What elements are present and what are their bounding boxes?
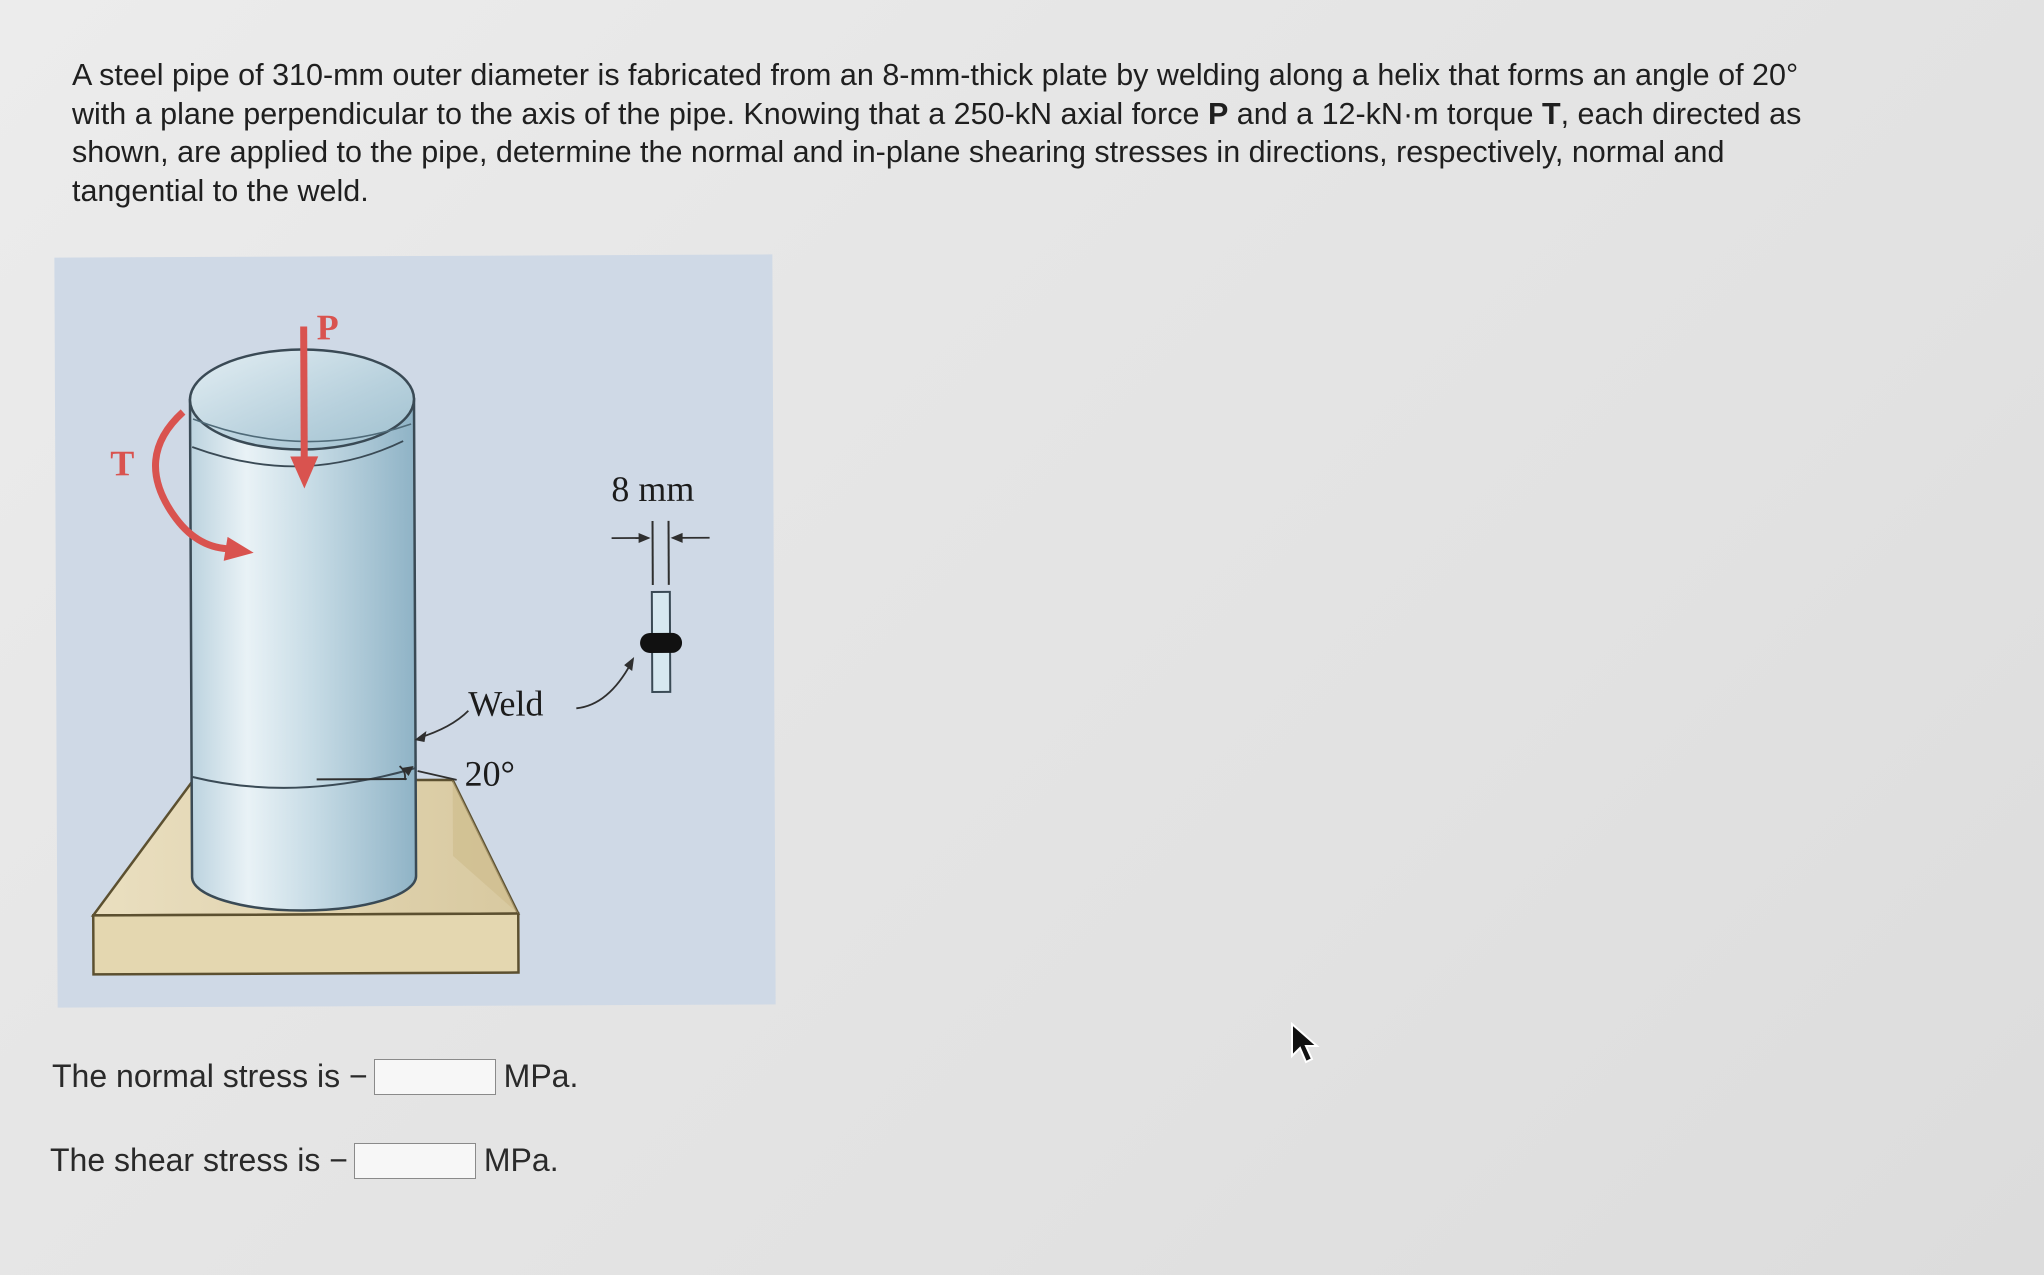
normal-stress-label: The normal stress is − [52,1058,368,1094]
thickness-label: 8 mm [611,468,695,510]
problem-text-3: , each directed as shown, are applied to the pipe, determine the normal and in-plane shearing stresses in directions, respectively, normal and tangential to the weld. [72,96,1802,208]
normal-stress-input[interactable] [374,1059,496,1095]
normal-stress-row [52,1058,578,1095]
torque-label: T [110,443,135,484]
shear-stress-unit: MPa. [483,1142,559,1178]
mouse-pointer-icon [1290,1022,1320,1066]
shear-stress-input[interactable] [354,1143,476,1179]
problem-torque-symbol: T [1541,96,1561,131]
pipe-figure [54,254,775,1007]
problem-text-1: A steel pipe of 310-mm outer diameter is fabricated from an 8-mm-thick plate by welding along a helix that forms an angle of 20° with a plane perpendicular to the axis of the pipe. Knowing that a 250-kN axial force [72,58,1799,131]
force-label: P [316,307,339,348]
pipe-diagram [54,254,775,1007]
problem-text-2: and a 12-kN·m torque [1228,96,1542,131]
shear-stress-label: The shear stress is − [50,1142,348,1178]
problem-force-symbol: P [1207,96,1229,131]
normal-stress-unit: MPa. [503,1058,579,1094]
weld-label: Weld [468,683,544,724]
problem-statement [72,56,1852,210]
shear-stress-row [50,1142,559,1179]
angle-label: 20° [464,753,516,794]
